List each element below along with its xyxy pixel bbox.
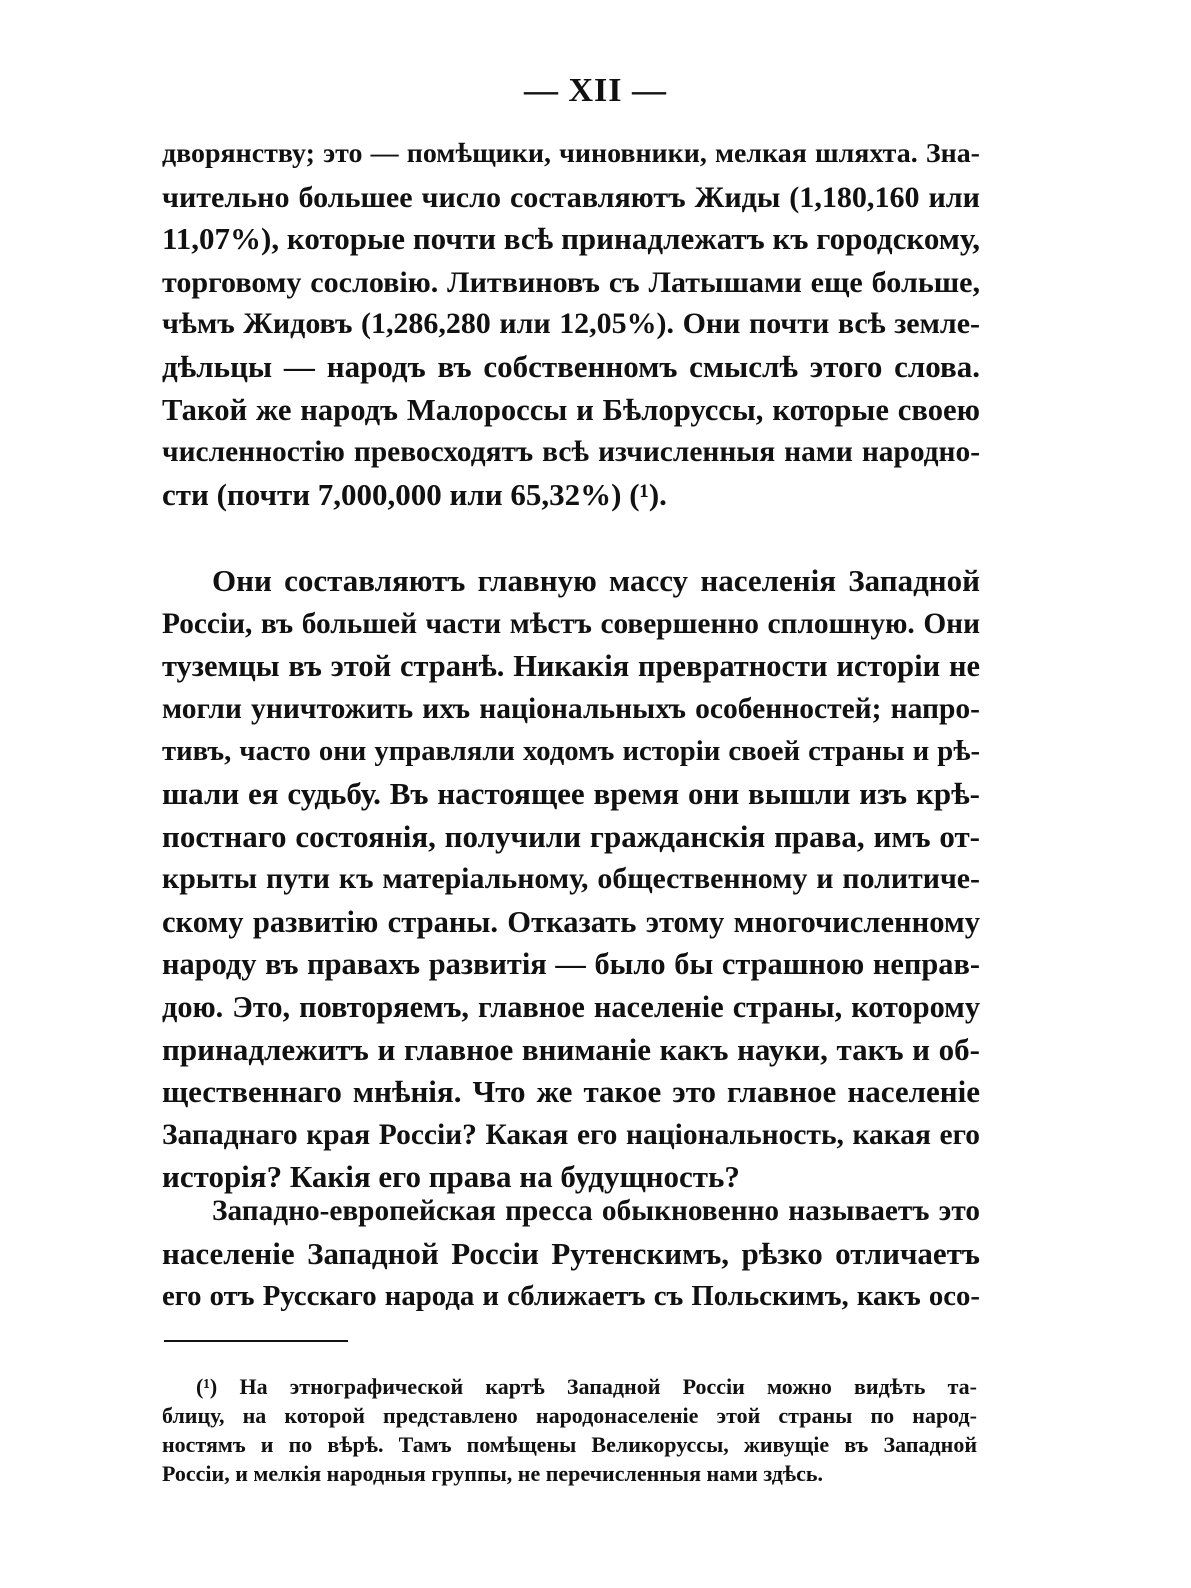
paragraph-continuation [162,133,980,516]
footnote-line: ностямъ и по вѣрѣ. Тамъ помѣщены Великоруссы, живущіе въ Западной [162,1432,977,1457]
text-line: сти (почти 7,000,000 или 65,32%) (¹). [162,476,667,512]
text-line: скому развитію страны. Отказать этому многочисленному [162,904,980,939]
text-line: принадлежитъ и главное вниманіе какъ науки, такъ и об- [162,1031,980,1067]
text-line: постнаго состоянія, получили гражданскія права, имъ от- [162,818,980,854]
text-line: чительно большее число составляютъ Жиды (1,180,160 или [162,179,980,214]
text-line: тивъ, часто они управляли ходомъ исторіи своей страны и рѣ- [162,735,980,768]
text-line: Западнаго края Россіи? Какая его національность, какая его [162,1118,980,1151]
text-line: 11,07%), которые почти всѣ принадлежатъ къ городскому, [162,221,980,257]
text-line: Западно-европейская пресса обыкновенно называетъ это [212,1195,980,1227]
paragraph-main-population [162,560,980,1199]
text-line: дѣльцы — народъ въ собственномъ смыслѣ этого слова. [162,348,980,384]
text-line: дворянству; это — помѣщики, чиновники, мелкая шляхта. Зна- [162,138,980,169]
text-line: Такой же народъ Малороссы и Бѣлоруссы, которые своею [162,392,980,427]
text-line: чѣмъ Жидовъ (1,286,280 или 12,05%). Они почти всѣ земле- [162,307,980,341]
text-line: населеніе Западной Россіи Рутенскимъ, рѣзко отличаетъ [162,1235,980,1271]
footnote-divider [164,1340,348,1342]
text-line: его отъ Русскаго народа и сближаетъ съ Польскимъ, какъ осо- [162,1280,980,1313]
text-line: численностію превосходятъ всѣ изчисленныя нами народно- [162,436,980,469]
text-line: щественнаго мнѣнія. Что же такое это главное населеніе [162,1074,980,1110]
footnote [162,1372,977,1488]
footnote-line: (¹) На этнографической картѣ Западной Россіи можно видѣть та- [196,1374,977,1399]
text-line: шали ея судьбу. Въ настоящее время они вышли изъ крѣ- [162,775,980,811]
text-line: народу въ правахъ развитія — было бы страшною неправ- [162,947,980,982]
text-line: Россіи, въ большей части мѣстъ совершенно сплошную. Они [162,607,980,640]
text-line: исторія? Какія его права на будущность? [162,1159,740,1195]
text-line: туземцы въ этой странѣ. Никакія превратности исторіи не [162,649,980,684]
footnote-line: Россіи, и мелкія народныя группы, не перечисленныя нами здѣсь. [162,1461,824,1486]
text-line: Они составляютъ главную массу населенія Западной [212,563,980,598]
text-line: дою. Это, повторяемъ, главное населеніе страны, которому [162,989,980,1024]
page-number: — XII — [523,72,668,109]
footnote-line: блицу, на которой представлено народонаселеніе этой страны по народ- [162,1403,977,1428]
text-line: могли уничтожить ихъ національныхъ особенностей; напро- [162,692,980,725]
text-line: крыты пути къ матеріальному, общественному и политиче- [162,862,980,896]
text-line: торговому сословію. Литвиновъ съ Латышами еще больше, [162,264,980,299]
paragraph-western-press [162,1190,980,1318]
